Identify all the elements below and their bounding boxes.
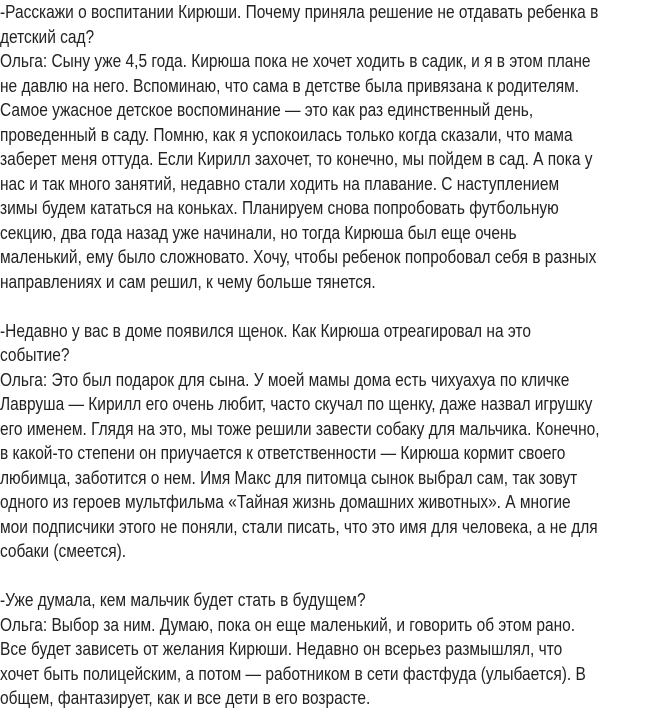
text-line: направлениях и сам решил, к чему больше тянется. (0, 271, 376, 292)
paragraph-gap (0, 294, 670, 319)
text-line: секцию, два года назад уже начинали, но тогда Кирюша был еще очень (0, 222, 517, 243)
text-line: Ольга: Выбор за ним. Думаю, пока он еще маленький, и говорить об этом рано. (0, 614, 576, 635)
question-3 (0, 588, 670, 613)
text-line: не давлю на него. Вспоминаю, что сама в детстве была привязана к родителям. (0, 75, 580, 96)
text-line: нас и так много занятий, недавно стали ходить на плавание. С наступлением (0, 173, 560, 194)
text-line: событие? (0, 345, 70, 365)
text-line: его именем. Глядя на это, мы тоже решили завести собаку для мальчика. Конечно, (0, 418, 600, 439)
text-line: зимы будем кататься на коньках. Планируем снова попробовать футбольную (0, 198, 559, 218)
text-line: маленький, ему было сложновато. Хочу, чтобы ребенок попробовал себя в разных (0, 247, 597, 267)
text-line: -Уже думала, кем мальчик будет стать в будущем? (0, 590, 366, 610)
paragraph-gap (0, 564, 670, 589)
text-line: проведенный в саду. Помню, как я успокоилась только когда сказали, что мама (0, 124, 573, 145)
text-line: -Недавно у вас в доме появился щенок. Как Кирюша отреагировал на это (0, 320, 531, 341)
text-line: хочет быть полицейским, а потом — работником в сети фастфуда (улыбается). В (0, 663, 586, 684)
text-line: Самое ужасное детское воспоминание — это как раз единственный день, (0, 100, 534, 120)
text-line: в какой-то степени он приучается к ответственности — Кирюша кормит своего (0, 443, 566, 463)
text-line: любимца, заботится о нем. Имя Макс для питомца сынок выбрал сам, так зовут (0, 467, 578, 488)
text-line: Все будет зависеть от желания Кирюши. Недавно он всерьез размышлял, что (0, 639, 563, 659)
text-line: общем, фантазирует, как и все дети в его возрасте. (0, 688, 371, 708)
text-line: Ольга: Это был подарок для сына. У моей мамы дома есть чихуахуа по кличке (0, 369, 570, 390)
text-line: -Расскажи о воспитании Кирюши. Почему приняла решение не отдавать ребенка в (0, 2, 599, 22)
text-line: заберет меня оттуда. Если Кирилл захочет, то конечно, мы пойдем в сад. А пока у (0, 149, 593, 169)
answer-1 (0, 49, 670, 294)
text-line: Ольга: Сыну уже 4,5 года. Кирюша пока не хочет ходить в садик, и я в этом плане (0, 51, 591, 71)
text-line: мои подписчики этого не поняли, стали писать, что это имя для человека, а не для (0, 516, 598, 537)
answer-2 (0, 368, 670, 564)
text-line: собаки (смеется). (0, 541, 127, 561)
question-2 (0, 319, 670, 368)
text-line: детский сад? (0, 26, 95, 47)
text-line: одного из героев мультфильма «Тайная жизнь домашних животных». А многие (0, 492, 571, 512)
answer-3 (0, 613, 670, 711)
question-1 (0, 0, 670, 49)
text-line: Лавруша — Кирилл его очень любит, часто скучал по щенку, даже назвал игрушку (0, 394, 593, 414)
